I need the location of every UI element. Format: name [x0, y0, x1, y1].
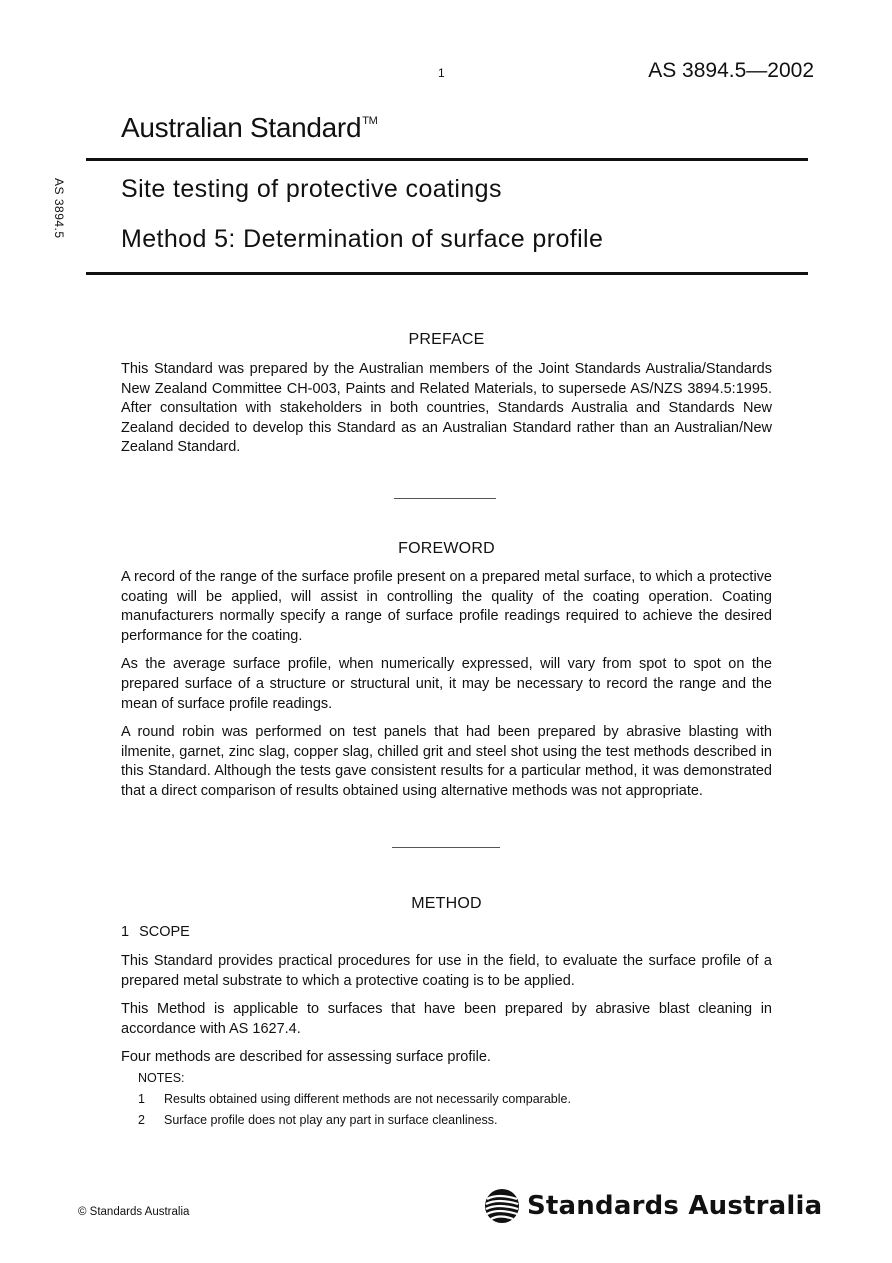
note-number: 2	[138, 1113, 145, 1127]
standard-label-text: Australian Standard	[121, 112, 362, 143]
note-text: Surface profile does not play any part in surface cleanliness.	[164, 1113, 498, 1127]
brand	[484, 1187, 822, 1225]
copyright: © Standards Australia	[78, 1206, 190, 1218]
scope-body	[121, 952, 772, 1077]
title-bottom-rule	[86, 272, 808, 275]
foreword-heading: FOREWORD	[398, 540, 495, 557]
brand-name: Standards Australia	[527, 1191, 823, 1221]
note-item	[138, 1092, 778, 1106]
standard-label	[121, 112, 378, 144]
side-document-id: AS 3894.5	[52, 178, 66, 239]
trademark-mark: TM	[362, 115, 378, 127]
preface-heading: PREFACE	[408, 331, 485, 348]
scope-paragraph: Four methods are described for assessing surface profile.	[121, 1049, 491, 1066]
foreword-paragraph: As the average surface profile, when numerically expressed, will vary from spot to spot on the prepared surface of a structure or structural unit, it may be necessary to record the range and the mean of surface profile readings.	[121, 656, 772, 712]
section-divider	[394, 498, 496, 499]
scope-number: 1	[121, 924, 130, 940]
standards-australia-logo-icon	[484, 1187, 520, 1225]
scope-title: SCOPE	[139, 924, 190, 940]
preface-body	[121, 360, 772, 467]
notes	[138, 1071, 778, 1134]
document-subtitle: Method 5: Determination of surface profile	[121, 225, 604, 253]
note-item	[138, 1113, 778, 1127]
document-id: AS 3894.5—2002	[648, 59, 814, 82]
foreword-body	[121, 568, 772, 811]
notes-heading: NOTES:	[138, 1071, 185, 1085]
section-divider	[392, 847, 500, 848]
title-top-rule	[86, 158, 808, 161]
foreword-paragraph: A record of the range of the surface profile present on a prepared metal surface, to which a protective coating will be applied, will assist in controlling the quality of the coating operation. Coating manufacturers normally specify a range of surface profile readings required to achieve the desired performance for the coating.	[121, 569, 772, 644]
foreword-paragraph: A round robin was performed on test panels that had been prepared by abrasive blasting with ilmenite, garnet, zinc slag, copper slag, chilled grit and steel shot using the test methods described in this Standard. Although the tests gave consistent results for a particular method, it was demonstrated that a direct comparison of results obtained using alternative methods was not appropriate.	[121, 724, 772, 799]
method-heading: METHOD	[411, 895, 482, 912]
note-number: 1	[138, 1092, 145, 1106]
document-title: Site testing of protective coatings	[121, 175, 502, 203]
scope-heading	[121, 924, 190, 940]
preface-paragraph: This Standard was prepared by the Australian members of the Joint Standards Australia/Standards New Zealand Committee CH-003, Paints and Related Materials, to supersede AS/NZS 3894.5:1995. After consultation with stakeholders in both countries, Standards Australia and Standards New Zealand decided to develop this Standard as an Australian Standard rather than an Australian/New Zealand Standard.	[121, 361, 772, 456]
page-number: 1	[438, 66, 445, 80]
scope-paragraph: This Method is applicable to surfaces that have been prepared by abrasive blast cleaning in accordance with AS 1627.4.	[121, 1001, 772, 1037]
note-text: Results obtained using different methods are not necessarily comparable.	[164, 1092, 571, 1106]
scope-paragraph: This Standard provides practical procedures for use in the field, to evaluate the surface profile of a prepared metal substrate to which a protective coating is to be applied.	[121, 953, 772, 989]
